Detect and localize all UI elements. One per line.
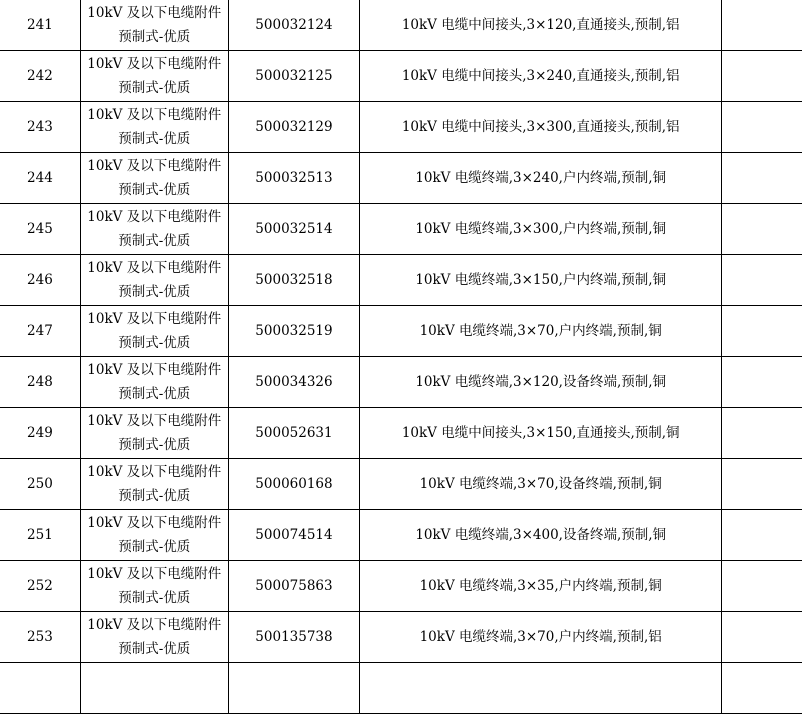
cell-extra xyxy=(722,459,802,510)
cell-material-code: 500032124 xyxy=(228,0,360,51)
cell-category: 10kV 及以下电缆附件预制式-优质 xyxy=(80,204,228,255)
cell-extra xyxy=(722,306,802,357)
cell-description: 10kV 电缆终端,3×70,户内终端,预制,铜 xyxy=(360,306,722,357)
cell-material-code: 500032513 xyxy=(228,153,360,204)
cell-material-code xyxy=(228,663,360,714)
cell-extra xyxy=(722,255,802,306)
cell-material-code: 500032518 xyxy=(228,255,360,306)
cell-extra xyxy=(722,663,802,714)
cell-category xyxy=(80,663,228,714)
cell-row-number: 251 xyxy=(0,510,80,561)
cell-material-code: 500032514 xyxy=(228,204,360,255)
table-row xyxy=(0,510,802,561)
table-row xyxy=(0,306,802,357)
cell-row-number: 249 xyxy=(0,408,80,459)
cell-extra xyxy=(722,0,802,51)
cell-category: 10kV 及以下电缆附件预制式-优质 xyxy=(80,408,228,459)
cell-description: 10kV 电缆中间接头,3×300,直通接头,预制,铝 xyxy=(360,102,722,153)
cell-category: 10kV 及以下电缆附件预制式-优质 xyxy=(80,0,228,51)
table-row xyxy=(0,612,802,663)
cell-description: 10kV 电缆终端,3×150,户内终端,预制,铜 xyxy=(360,255,722,306)
cell-material-code: 500034326 xyxy=(228,357,360,408)
cell-row-number: 244 xyxy=(0,153,80,204)
cell-category: 10kV 及以下电缆附件预制式-优质 xyxy=(80,102,228,153)
cell-category: 10kV 及以下电缆附件预制式-优质 xyxy=(80,561,228,612)
cell-extra xyxy=(722,51,802,102)
table-row xyxy=(0,102,802,153)
cell-description: 10kV 电缆终端,3×240,户内终端,预制,铜 xyxy=(360,153,722,204)
cell-row-number: 247 xyxy=(0,306,80,357)
cell-description: 10kV 电缆中间接头,3×240,直通接头,预制,铝 xyxy=(360,51,722,102)
cell-description: 10kV 电缆终端,3×300,户内终端,预制,铜 xyxy=(360,204,722,255)
cell-category: 10kV 及以下电缆附件预制式-优质 xyxy=(80,612,228,663)
cell-category: 10kV 及以下电缆附件预制式-优质 xyxy=(80,510,228,561)
cell-extra xyxy=(722,612,802,663)
cell-extra xyxy=(722,153,802,204)
cell-row-number: 248 xyxy=(0,357,80,408)
cell-material-code: 500060168 xyxy=(228,459,360,510)
cell-material-code: 500032519 xyxy=(228,306,360,357)
cell-row-number: 252 xyxy=(0,561,80,612)
cell-extra xyxy=(722,561,802,612)
cell-extra xyxy=(722,102,802,153)
cell-description: 10kV 电缆终端,3×120,设备终端,预制,铜 xyxy=(360,357,722,408)
cell-description: 10kV 电缆终端,3×70,设备终端,预制,铜 xyxy=(360,459,722,510)
cell-material-code: 500074514 xyxy=(228,510,360,561)
cell-row-number: 245 xyxy=(0,204,80,255)
cell-material-code: 500032129 xyxy=(228,102,360,153)
cell-extra xyxy=(722,408,802,459)
cell-extra xyxy=(722,510,802,561)
cell-material-code: 500052631 xyxy=(228,408,360,459)
cell-row-number xyxy=(0,663,80,714)
cell-row-number: 243 xyxy=(0,102,80,153)
cell-material-code: 500032125 xyxy=(228,51,360,102)
cell-material-code: 500075863 xyxy=(228,561,360,612)
table-row xyxy=(0,459,802,510)
table-row xyxy=(0,51,802,102)
cell-category: 10kV 及以下电缆附件预制式-优质 xyxy=(80,459,228,510)
cell-extra xyxy=(722,204,802,255)
table-row xyxy=(0,153,802,204)
table-row xyxy=(0,561,802,612)
cell-category: 10kV 及以下电缆附件预制式-优质 xyxy=(80,357,228,408)
cell-row-number: 241 xyxy=(0,0,80,51)
cell-description: 10kV 电缆终端,3×400,设备终端,预制,铜 xyxy=(360,510,722,561)
table-row xyxy=(0,255,802,306)
cell-description: 10kV 电缆终端,3×70,户内终端,预制,铝 xyxy=(360,612,722,663)
cell-description: 10kV 电缆中间接头,3×150,直通接头,预制,铜 xyxy=(360,408,722,459)
table-row xyxy=(0,408,802,459)
cell-material-code: 500135738 xyxy=(228,612,360,663)
table-row xyxy=(0,0,802,51)
cell-row-number: 253 xyxy=(0,612,80,663)
cell-description: 10kV 电缆中间接头,3×120,直通接头,预制,铝 xyxy=(360,0,722,51)
table-row xyxy=(0,357,802,408)
cell-row-number: 250 xyxy=(0,459,80,510)
cell-row-number: 242 xyxy=(0,51,80,102)
cell-extra xyxy=(722,357,802,408)
table-row xyxy=(0,663,802,714)
cell-category: 10kV 及以下电缆附件预制式-优质 xyxy=(80,51,228,102)
cell-category: 10kV 及以下电缆附件预制式-优质 xyxy=(80,255,228,306)
cell-row-number: 246 xyxy=(0,255,80,306)
cell-description: 10kV 电缆终端,3×35,户内终端,预制,铜 xyxy=(360,561,722,612)
cell-description xyxy=(360,663,722,714)
table-row xyxy=(0,204,802,255)
cell-category: 10kV 及以下电缆附件预制式-优质 xyxy=(80,153,228,204)
cell-category: 10kV 及以下电缆附件预制式-优质 xyxy=(80,306,228,357)
